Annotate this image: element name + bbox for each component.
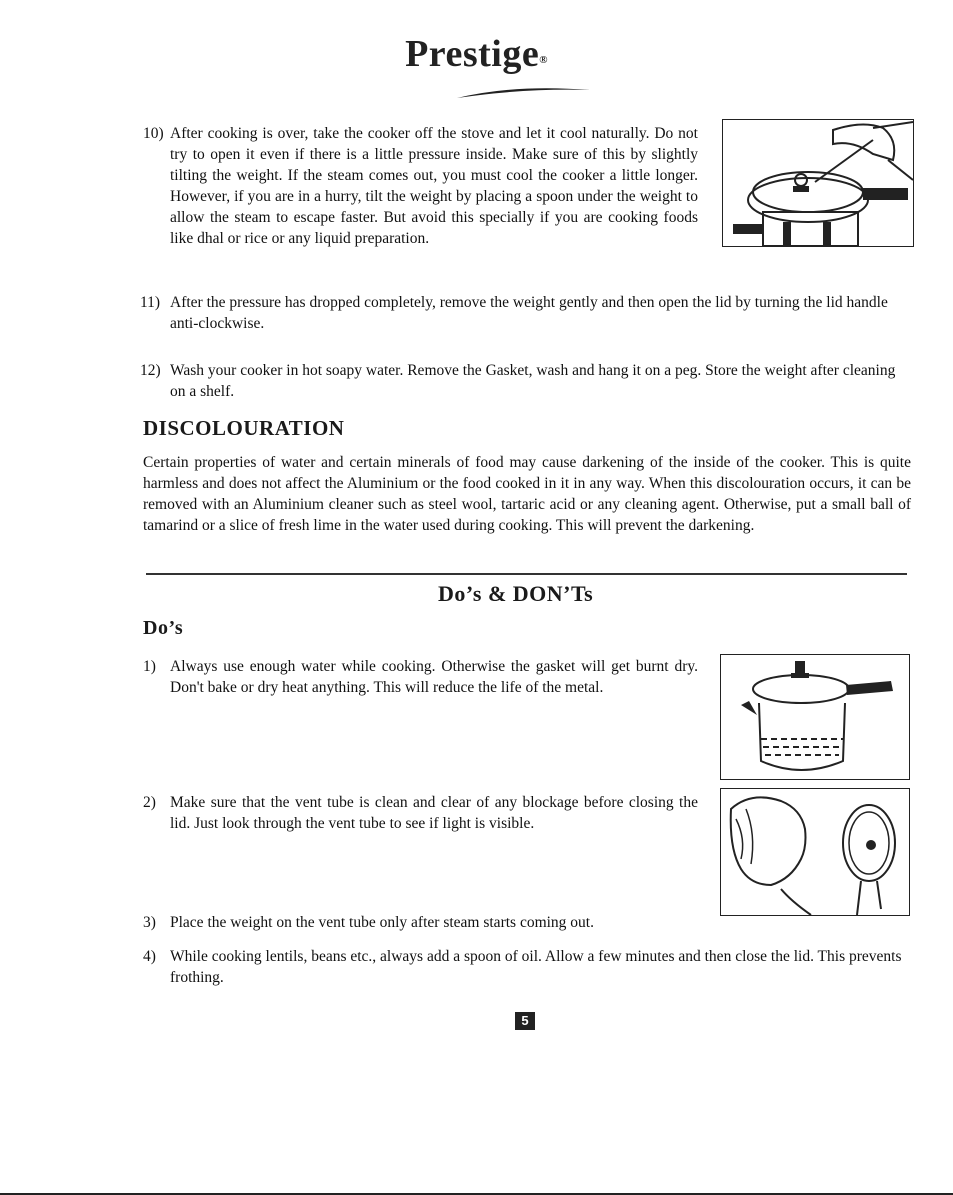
dos-number: 2) xyxy=(143,794,156,811)
person-looking-through-lid-illustration xyxy=(721,789,909,915)
instruction-item-11 xyxy=(140,292,912,334)
registered-mark: ® xyxy=(539,54,548,66)
dos-text: While cooking lentils, beans etc., always add a spoon of oil. Allow a few minutes and then close the lid. This prevents frothing. xyxy=(170,948,902,986)
section-divider xyxy=(146,573,907,575)
cooker-weight-spoon-illustration xyxy=(723,120,913,246)
dos-item-3 xyxy=(143,912,903,933)
dos-number: 3) xyxy=(143,914,156,931)
brand-name: Prestige xyxy=(405,33,540,75)
dos-item-4 xyxy=(143,946,911,988)
dos-item-1 xyxy=(143,656,698,698)
figure-tilt-weight xyxy=(722,119,914,247)
page-number: 5 xyxy=(515,1012,535,1030)
brand-logo xyxy=(0,33,953,75)
instruction-number: 12) xyxy=(140,362,161,379)
dos-item-2 xyxy=(143,792,698,834)
discolouration-heading: DISCOLOURATION xyxy=(143,416,345,440)
dos-number: 1) xyxy=(143,658,156,675)
dos-heading: Do’s xyxy=(143,617,184,639)
figure-cooker-water xyxy=(720,654,910,780)
instruction-text: After the pressure has dropped completely, remove the weight gently and then open the lid by turning the lid handle anti-clockwise. xyxy=(170,294,888,332)
dos-text: Make sure that the vent tube is clean and clear of any blockage before closing the lid. Just look through the vent tube to see if light is visible. xyxy=(170,794,698,832)
instruction-item-12 xyxy=(140,360,912,402)
dos-text: Always use enough water while cooking. Otherwise the gasket will get burnt dry. Don't bake or dry heat anything. This will reduce the life of the metal. xyxy=(170,658,698,696)
discolouration-text: Certain properties of water and certain minerals of food may cause darkening of the inside of the cooker. This is quite harmless and does not affect the Aluminium or the food cooked in it in any way. When this discolouration occurs, it can be removed with an Aluminium cleaner such as steel wool, tartaric acid or any cleaning agent. Otherwise, put a small ball of tamarind or a slice of fresh lime in the water used during cooking. This will prevent the darkening. xyxy=(143,454,911,534)
instruction-number: 11) xyxy=(140,294,161,311)
dos-donts-title: Do’s & DON’Ts xyxy=(438,581,594,606)
instruction-text: After cooking is over, take the cooker off the stove and let it cool naturally. Do not try to open it even if there is a little pressure inside. Make sure of this by slightly tilting the weight. If the steam comes out, you must cool the cooker a little longer. However, if you are in a hurry, tilt the weight by placing a spoon under the weight to allow the steam to escape faster. But avoid this specially if you are cooking foods like dhal or rice or any liquid preparation. xyxy=(170,125,698,247)
dos-number: 4) xyxy=(143,948,156,965)
dos-text: Place the weight on the vent tube only after steam starts coming out. xyxy=(170,914,594,931)
instruction-number: 10) xyxy=(143,125,164,142)
instruction-item-10 xyxy=(143,123,698,249)
figure-vent-tube-check xyxy=(720,788,910,916)
cooker-water-illustration xyxy=(721,655,909,779)
instruction-text: Wash your cooker in hot soapy water. Remove the Gasket, wash and hang it on a peg. Store the weight after cleaning on a shelf. xyxy=(170,362,896,400)
logo-swoosh-icon xyxy=(455,86,595,100)
